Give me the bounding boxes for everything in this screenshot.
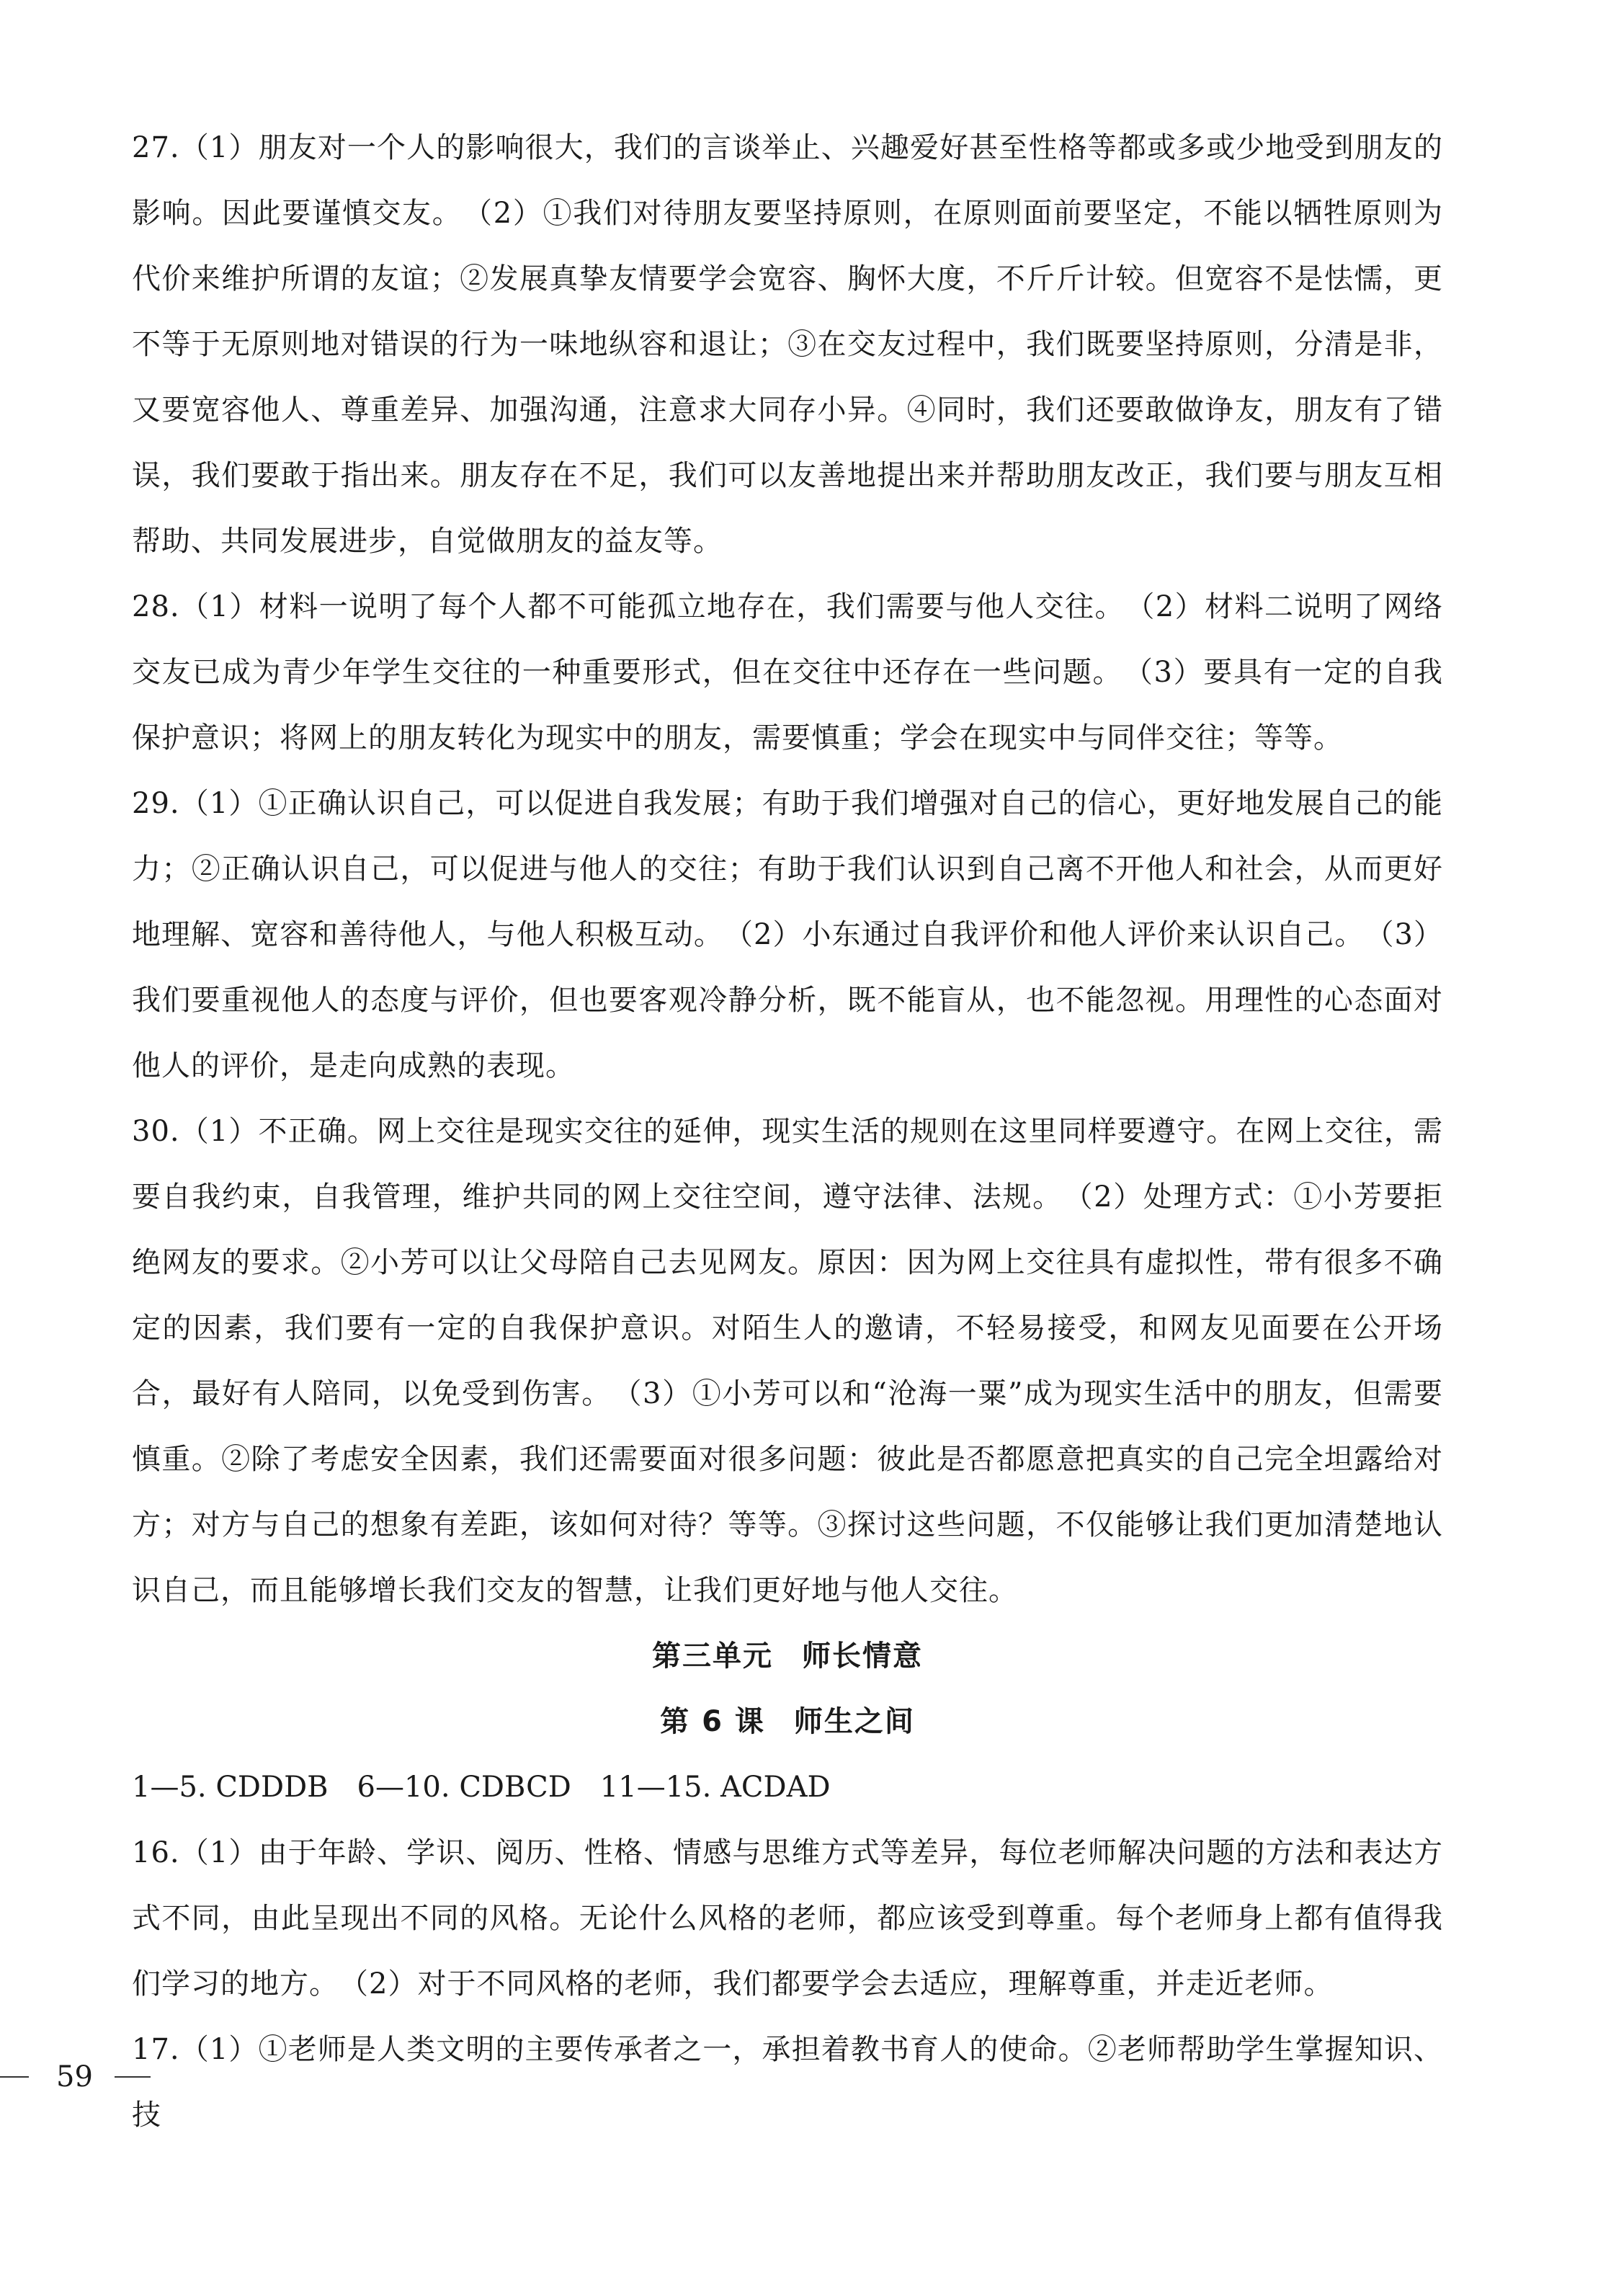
page-number-text: 59 xyxy=(56,2060,93,2093)
page-content xyxy=(132,115,1443,2148)
page-number-dash-left xyxy=(0,2076,29,2078)
answer-29: 29.（1）①正确认识自己，可以促进自我发展；有助于我们增强对自己的信心，更好地发展自己的能力；②正确认识自己，可以促进与他人的交往；有助于我们认识到自己离不开他人和社会，从而更好地理解、宽容和善待他人，与他人积极互动。 （2）小东通过自我评价和他人评价来认识自己。 （3）我们要重视他人的态度与评价，但也要客观冷静分析，既不能盲从，也不能忽视。用理性的心态面对他人的评价，是走向成熟的表现。 xyxy=(132,787,1443,1082)
lesson-heading xyxy=(132,1689,1443,1755)
answer-27: 27.（1）朋友对一个人的影响很大，我们的言谈举止、兴趣爱好甚至性格等都或多或少地受到朋友的影响。因此要谨慎交友。 （2）①我们对待朋友要坚持原则，在原则面前要坚定，不能以牺牲原则为代价来维护所谓的友谊；②发展真挚友情要学会宽容、胸怀大度，不斤斤计较。但宽容不是怯懦，更不等于无原则地对错误的行为一味地纵容和退让；③在交友过程中，我们既要坚持原则，分清是非，又要宽容他人、尊重差异、加强沟通，注意求大同存小异。④同时，我们还要敢做诤友，朋友有了错误，我们要敢于指出来。朋友存在不足，我们可以友善地提出来并帮助朋友改正，我们要与朋友互相帮助、共同发展进步，自觉做朋友的益友等。 xyxy=(132,131,1443,558)
page-number xyxy=(0,2055,151,2099)
answer-17: 17.（1）①老师是人类文明的主要传承者之一，承担着教书育人的使命。②老师帮助学生掌握知识、技 xyxy=(132,2033,1443,2132)
answer-30: 30.（1）不正确。网上交往是现实交往的延伸，现实生活的规则在这里同样要遵守。在网上交往，需要自我约束，自我管理，维护共同的网上交往空间，遵守法律、法规。 （2）处理方式：①小芳要拒绝网友的要求。②小芳可以让父母陪自己去见网友。原因：因为网上交往具有虚拟性，带有很多不确定的因素，我们要有一定的自我保护意识。对陌生人的邀请，不轻易接受，和网友见面要在公开场合，最好有人陪同，以免受到伤害。 （3）①小芳可以和“沧海一粟”成为现实生活中的朋友，但需要慎重。②除了考虑安全因素，我们还需要面对很多问题：彼此是否都愿意把真实的自己完全坦露给对方；对方与自己的想象有差距，该如何对待？等等。③探讨这些问题，不仅能够让我们更加清楚地认识自己，而且能够增长我们交友的智慧，让我们更好地与他人交往。 xyxy=(132,1115,1443,1607)
choice-answers: 1—5. CDDDB 6—10. CDBCD 11—15. ACDAD xyxy=(132,1771,831,1804)
lesson-number: 第 6 课 xyxy=(660,1705,765,1738)
lesson-title: 师生之间 xyxy=(793,1705,915,1738)
unit-title: 师长情意 xyxy=(802,1639,923,1673)
page-number-dash-right xyxy=(115,2076,151,2078)
unit-number: 第三单元 xyxy=(652,1639,773,1673)
answer-16: 16.（1）由于年龄、学识、阅历、性格、情感与思维方式等差异，每位老师解决问题的方法和表达方式不同，由此呈现出不同的风格。无论什么风格的老师，都应该受到尊重。每个老师身上都有值得我们学习的地方。 （2）对于不同风格的老师，我们都要学会去适应，理解尊重，并走近老师。 xyxy=(132,1836,1443,2001)
answer-28: 28.（1）材料一说明了每个人都不可能孤立地存在，我们需要与他人交往。 （2）材料二说明了网络交友已成为青少年学生交往的一种重要形式，但在交往中还存在一些问题。 （3）要具有一定的自我保护意识；将网上的朋友转化为现实中的朋友，需要慎重；学会在现实中与同伴交往；等等。 xyxy=(132,590,1443,755)
unit-heading xyxy=(132,1624,1443,1689)
